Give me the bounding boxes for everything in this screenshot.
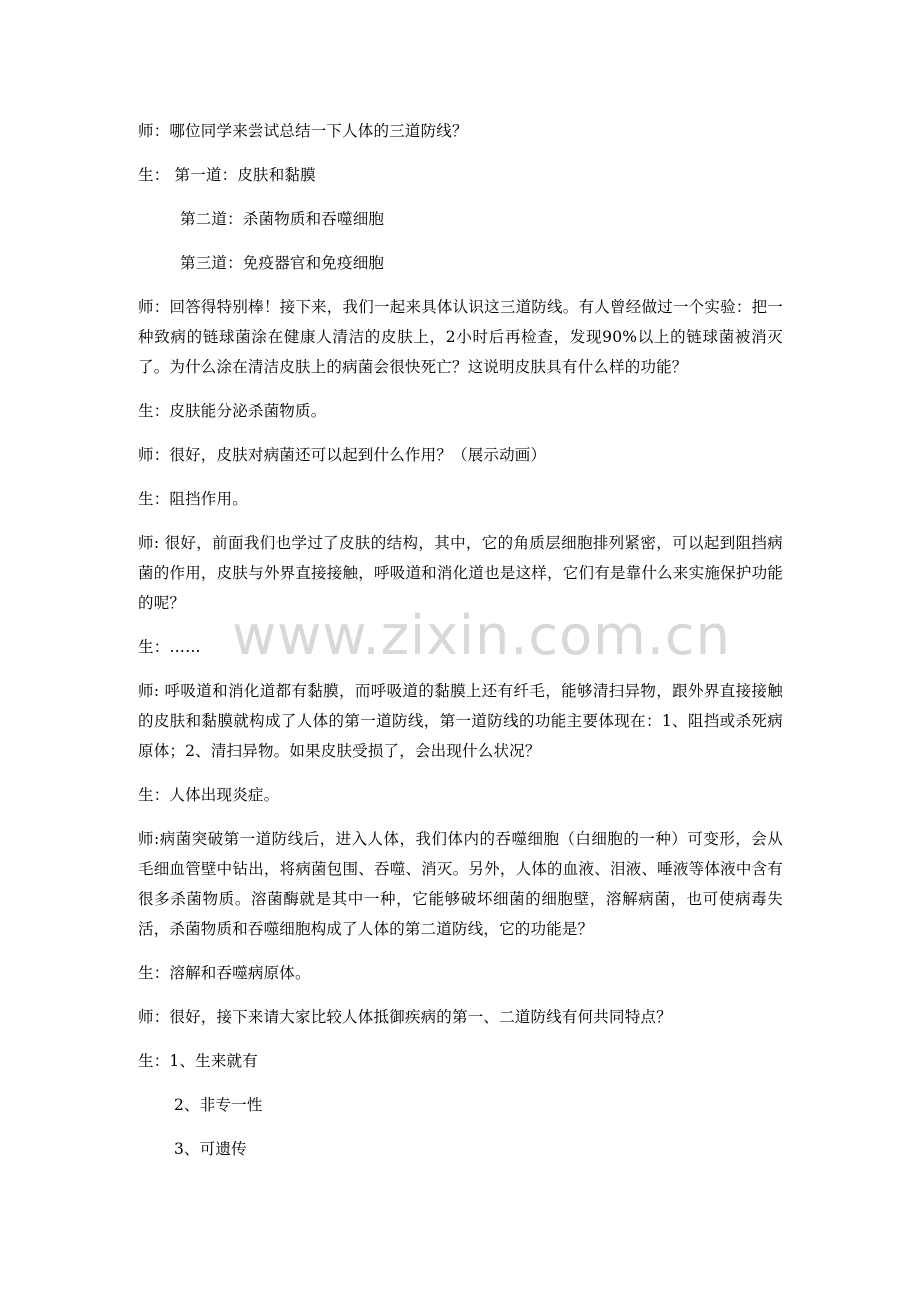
watermark-text: www.zixin.com.cn xyxy=(232,604,731,667)
paragraph-student-answer-2: 生：阻挡作用。 xyxy=(138,490,248,508)
paragraph-teacher-skin-structure: 师: 很好，前面我们也学过了皮肤的结构，其中，它的角质层细胞排列紧密，可以起到阻挡病菌的作用，皮肤与外界直接接触，呼吸道和消化道也是这样，它们有是靠什么来实施保护功能的呢？ xyxy=(138,534,783,612)
paragraph-student-line-3: 第三道：免疫器官和免疫细胞 xyxy=(180,254,385,272)
paragraph-teacher-first-line: 师: 呼吸道和消化道都有黏膜，而呼吸道的黏膜上还有纤毛，能够清扫异物，跟外界直接接触的皮肤和黏膜就构成了人体的第一道防线，第一道防线的功能主要体现在：1、阻挡或杀死病原体；2、清扫异物。如果皮肤受损了，会出现什么状况？ xyxy=(138,682,783,760)
paragraph-student-list-2: 2、非专一性 xyxy=(174,1096,263,1114)
paragraph-student-answer-3: 生：溶解和吞噬病原体。 xyxy=(138,964,311,982)
paragraph-teacher-question: 师：哪位同学来尝试总结一下人体的三道防线？ xyxy=(138,122,468,140)
paragraph-student-line-1: 生： 第一道：皮肤和黏膜 xyxy=(138,166,316,184)
paragraph-student-line-2: 第二道：杀菌物质和吞噬细胞 xyxy=(180,210,385,228)
paragraph-teacher-question-2: 师：很好，皮肤对病菌还可以起到什么作用？（展示动画） xyxy=(138,446,547,464)
paragraph-student-list-3: 3、可遗传 xyxy=(174,1140,247,1158)
paragraph-teacher-second-line: 师:病菌突破第一道防线后，进入人体，我们体内的吞噬细胞（白细胞的一种）可变形，会从毛细血管壁中钻出，将病菌包围、吞噬、消灭。另外，人体的血液、泪液、唾液等体液中含有很多杀菌物质。溶菌酶就是其中一种，它能够破坏细菌的细胞壁，溶解病菌，也可使病毒失活，杀菌物质和吞噬细胞构成了人体的第二道防线，它的功能是？ xyxy=(138,830,783,938)
paragraph-student-ellipsis: 生：…… xyxy=(138,638,201,656)
paragraph-student-answer-1: 生：皮肤能分泌杀菌物质。 xyxy=(138,402,327,420)
paragraph-student-list-1: 生：1、生来就有 xyxy=(138,1052,258,1070)
paragraph-student-inflammation: 生：人体出现炎症。 xyxy=(138,786,280,804)
paragraph-teacher-compare: 师：很好，接下来请大家比较人体抵御疾病的第一、二道防线有何共同特点？ xyxy=(138,1008,672,1026)
paragraph-teacher-experiment: 师：回答得特别棒！接下来，我们一起来具体认识这三道防线。有人曾经做过一个实验：把一种致病的链球菌涂在健康人清洁的皮肤上，2小时后再检查，发现90%以上的链球菌被消灭了。为什么涂在清洁皮肤上的病菌会很快死亡？这说明皮肤具有什么样的功能？ xyxy=(138,298,783,376)
